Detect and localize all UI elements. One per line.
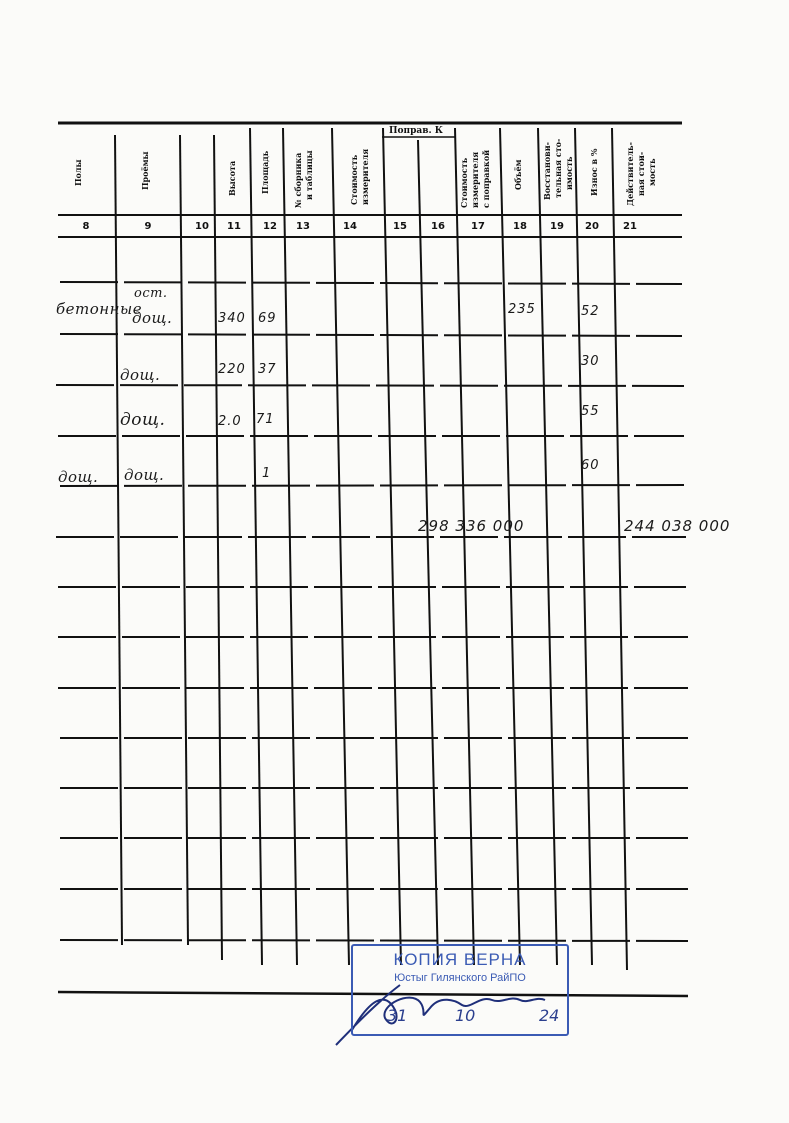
header-volume: Объём xyxy=(513,159,523,190)
header-unit-cost-b: измерителя xyxy=(360,148,370,205)
stamp-title: КОПИЯ ВЕРНА xyxy=(393,950,527,969)
certification-stamp xyxy=(351,944,569,1036)
stamp-date-month: 10 xyxy=(455,1006,476,1025)
total-actual-cost: 244 038 000 xyxy=(624,517,731,535)
row1-area: 69 xyxy=(258,311,277,326)
header-wear: Износ в % xyxy=(589,148,599,196)
header-correction-group: Поправ. К xyxy=(389,126,443,136)
stamp-date-day: 31 xyxy=(387,1006,408,1025)
column-number: 11 xyxy=(227,221,241,232)
row1-openings-top: ост. xyxy=(134,286,168,301)
column-number: 20 xyxy=(585,221,599,232)
row1-openings: дощ. xyxy=(132,309,173,327)
row3-area: 71 xyxy=(256,412,275,427)
header-replacement-c: имость xyxy=(564,156,574,190)
row1-floors: бетонные xyxy=(56,300,143,318)
header-replacement-b: тельная сто- xyxy=(553,138,563,198)
row4-wear: 60 xyxy=(581,458,600,473)
header-height: Высота xyxy=(227,160,237,196)
header-actual-c: мость xyxy=(647,158,657,186)
stamp-date-year: 24 xyxy=(539,1006,560,1025)
row3-wear: 55 xyxy=(581,404,600,419)
column-number: 14 xyxy=(343,221,357,232)
row2-wear: 30 xyxy=(581,354,600,369)
row3-height: 2.0 xyxy=(218,414,242,429)
row4-area: 1 xyxy=(262,466,272,481)
row1-height: 340 xyxy=(218,311,246,326)
column-number: 16 xyxy=(431,221,445,232)
header-corrected-cost-b: измерителя xyxy=(470,151,480,208)
row1-volume: 235 xyxy=(508,302,536,317)
column-number: 12 xyxy=(263,221,277,232)
column-number: 17 xyxy=(471,221,485,232)
header-corrected-cost-a: Стоимость xyxy=(459,157,469,208)
header-area: Площадь xyxy=(260,150,270,194)
column-number: 18 xyxy=(513,221,527,232)
header-actual-b: ная стои- xyxy=(636,151,646,196)
column-number: 21 xyxy=(623,221,637,232)
column-number: 9 xyxy=(144,221,152,232)
row4-floors: дощ. xyxy=(58,468,99,486)
header-unit-cost-a: Стоимость xyxy=(349,154,359,205)
row2-area: 37 xyxy=(258,362,277,377)
header-floors: Полы xyxy=(73,159,83,186)
row4-openings: дощ. xyxy=(124,466,165,484)
header-corrected-cost-c: с поправкой xyxy=(481,149,491,208)
column-number: 13 xyxy=(296,221,310,232)
header-openings: Проёмы xyxy=(140,151,150,190)
row2-height: 220 xyxy=(218,362,246,377)
header-collection-a: № сборника xyxy=(293,152,303,208)
column-number: 19 xyxy=(550,221,564,232)
row1-wear: 52 xyxy=(581,304,600,319)
header-actual-a: Действитель- xyxy=(625,142,635,206)
row2-openings: дощ. xyxy=(120,366,161,384)
header-replacement-a: Восстанови- xyxy=(542,142,552,200)
row3-openings: дощ. xyxy=(120,410,166,430)
column-number: 15 xyxy=(393,221,407,232)
column-number: 10 xyxy=(195,221,209,232)
total-replacement-cost: 298 336 000 xyxy=(418,517,525,535)
column-number: 8 xyxy=(82,221,90,232)
stamp-subtitle: Юстыг Гилянского РайПО xyxy=(394,972,526,984)
header-collection-b: и таблицы xyxy=(304,150,314,200)
